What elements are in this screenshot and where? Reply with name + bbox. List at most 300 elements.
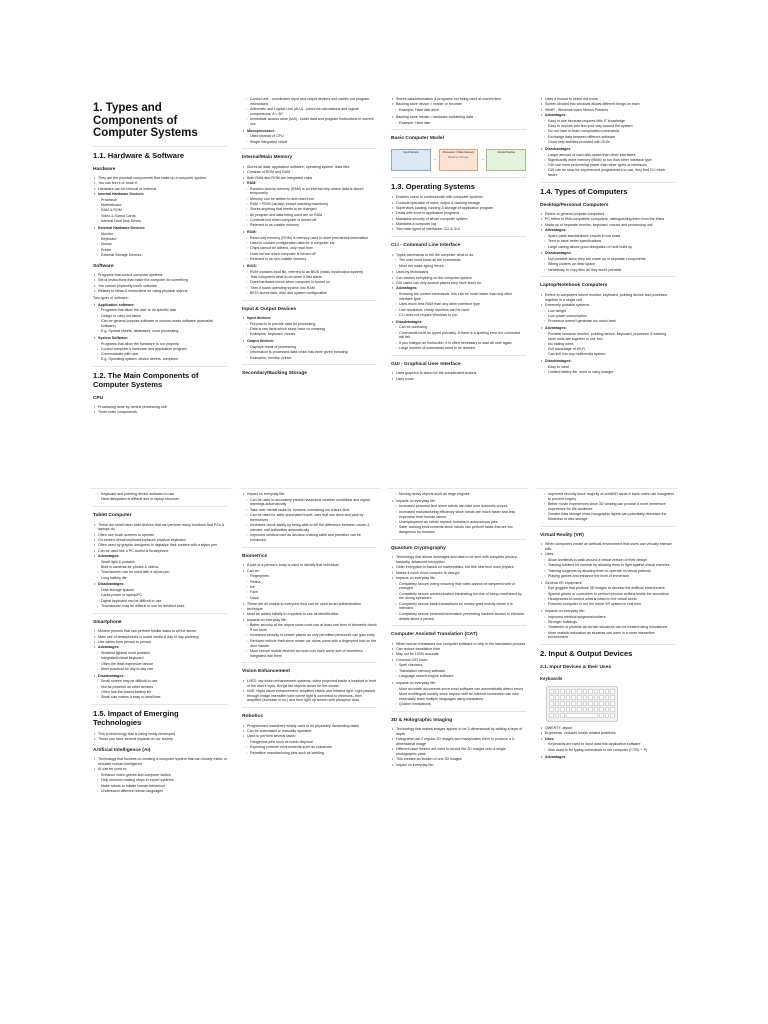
list-item: • Disadvantages: — [540, 359, 675, 364]
subheading-vr: Virtual Reality (VR) — [540, 532, 584, 538]
list-item: ◦ Can link into any multimedia system — [540, 352, 675, 357]
list-item: ◦ More realistic education as students can learn in a more interactive environment — [540, 631, 675, 640]
list-item: • Can be used like a PC and/or a Smartphone — [93, 549, 228, 554]
list-item: ◦ Completely secure bank transactions so money goes exactly where it is intended — [391, 602, 526, 611]
column-4 — [537, 94, 678, 488]
list-item: • Disadvantages: — [540, 251, 675, 256]
list-item: • General VR equipment: — [540, 581, 675, 586]
list-item: ◦ Small light & portable — [93, 560, 228, 565]
list-item: • Refers to computers where monitor, keyboard, pointing device and processor together in a single unit — [540, 293, 675, 302]
list-item: ◦ Wiring clutters up desk space — [540, 262, 675, 267]
column-2 — [239, 94, 380, 488]
list-item: ◦ Purpose is to provide data for processing — [242, 322, 377, 327]
subheading-keyboards: Keyboards — [540, 676, 563, 682]
list-item: ◦ Commands must be typed precisely. If there is a spelling error the command will fail — [391, 331, 526, 340]
list-item: • Impact on everyday life: — [242, 492, 377, 497]
subheading-io: Input & Output Devices — [242, 306, 297, 312]
list-item: • Relates to ideas & instructions for using physical objects — [93, 289, 228, 294]
list-item: ◦ GUI use more processing power than other types of interfaces — [540, 163, 675, 168]
cat-list — [391, 642, 526, 707]
list-item: • Types commands to tell the computer what to do — [391, 253, 526, 258]
list-item: ◦ Communicate with user — [93, 352, 228, 357]
list-item: ◦ Heat dissipation is difficult due to laptop structure — [93, 497, 228, 502]
list-item: • Backing store device = reader or recorder — [391, 102, 526, 107]
list-item: ◦ Translation memory software — [391, 669, 526, 674]
list-item: ◦ Increases home safety by being able to tell the difference between owner & intruder; call authorities automatically — [242, 523, 377, 532]
list-item: • Uses: — [540, 552, 675, 557]
divider — [540, 526, 675, 527]
list-item: ◦ Dangerous jobs such as bomb disposal — [242, 740, 377, 745]
divider — [391, 625, 526, 626]
list-item: ◦ Random access memory (RAM) is an internal chip where data is stored temporarily — [242, 187, 377, 196]
list-item: ◦ Training surgeons by allowing them to operate on virtual patients — [540, 569, 675, 574]
list-item: • Uses icons — [391, 377, 526, 382]
list-item: ◦ Arithmetic and Logical Unit (ALU) - performs calculations and logical comparisons: A < B? — [242, 107, 377, 116]
list-item: ◦ Do not have to learn complicated commands — [540, 129, 675, 134]
hardware-list — [93, 176, 228, 258]
list-item: • Holograms use 2 regular 2D images and manipulates them to produce a 3-dimensional image — [391, 737, 526, 746]
list-item: ◦ Design to carry out tasks — [93, 314, 228, 319]
list-item: ◦ Example: Hard disk — [391, 121, 526, 126]
list-item: • Application software: — [93, 303, 228, 308]
robotics-list-continued — [391, 492, 526, 535]
list-item: ◦ Iris — [242, 585, 377, 590]
list-item: ◦ Single integrated circuit — [242, 140, 377, 145]
list-item: ◦ Smallest lightest most portable — [93, 651, 228, 656]
list-item: ◦ Significantly more memory (RAM) to run than other interface type — [540, 158, 675, 163]
column-5 — [90, 488, 231, 878]
list-item: • Maintains a computer log — [391, 222, 526, 227]
list-item: ◦ E.g. Spread sheets, databases, word processing — [93, 329, 228, 334]
section-heading: 1.1. Hardware & Software — [93, 150, 185, 160]
list-item: • LVES: low vision enhancement systems: video projected inside a headset in front of the user's eyes. Brings the objects closer for the viewer. — [242, 679, 377, 688]
list-item: • Makes it much more complex to decrypt — [391, 571, 526, 576]
list-item: ◦ More accurate documents since most software can automatically detect errors — [391, 687, 526, 692]
list-item: ◦ Easy to steal — [540, 365, 675, 370]
divider — [540, 644, 675, 645]
section-heading: 1.3. Operating Systems — [391, 181, 475, 191]
list-item: • This creates an illusion of one 3D images — [391, 757, 526, 762]
list-item: ◦ Keyboard and pointing device awkward to use — [93, 492, 228, 497]
list-item: ◦ Easy to explore and find your way around the system — [540, 124, 675, 129]
list-item: • Uses graphics to stand for the complicated actions — [391, 371, 526, 376]
diagram-output-box: Output Device — [486, 149, 526, 171]
list-item: ◦ Understand different human languages — [93, 789, 228, 794]
list-item: ◦ Spare parts standardized: results in low costs — [540, 234, 675, 239]
diagram-process-label: Processor / Main Memory — [442, 149, 475, 154]
list-item: ◦ Built in cameras for photos & videos — [93, 565, 228, 570]
system-software-list — [93, 342, 228, 363]
list-item: • Maintains security of whole computer system — [391, 217, 526, 222]
subheading-input-devices: 2.1. Input Devices & their Uses — [540, 664, 612, 670]
column-7 — [388, 488, 529, 878]
divider — [242, 707, 377, 708]
ai-impact-list — [242, 492, 377, 543]
list-item: ◦ Processor doesn't generate too much heat — [540, 319, 675, 324]
list-item: • Disadvantages: — [93, 674, 228, 679]
list-item: ◦ Completely secure voting ensuring that votes cannot be tampered with or changed — [391, 582, 526, 591]
main-title: 1. Types and Components of Computer Systems — [93, 102, 198, 140]
list-item: ◦ Stores anything that needs to be changed — [242, 207, 377, 212]
list-item: ◦ Chips cannot be altered, only read from — [242, 246, 377, 251]
list-item: ◦ Memory can be written to and read from — [242, 197, 377, 202]
subheading-gui: GUI - Graphical User Interface — [391, 361, 461, 367]
list-item: ◦ Language search-engine software — [391, 674, 526, 679]
list-item: • Advantages — [540, 755, 675, 760]
list-item: ◦ Special gloves or controllers to perform precise actions inside the simulation — [540, 592, 675, 597]
list-item: ◦ Often has the lowest battery life — [93, 690, 228, 695]
keyboard-list — [540, 726, 675, 759]
desktop-list — [540, 212, 675, 272]
smartphone-list — [93, 629, 228, 700]
list-item: ◦ Necessary to copy files as they aren't portable — [540, 268, 675, 273]
list-item: • Older encryption is based on mathematics, but this new tech uses physics — [391, 565, 526, 570]
list-item: ◦ Completely secure communication eliminating the risk of being read/heard by the wrong eyes/ears — [391, 592, 526, 601]
list-item: ◦ Voice — [242, 596, 377, 601]
software-types-label: Two types of software: — [93, 295, 129, 300]
list-item: ◦ Referred to as volatile memory — [242, 223, 377, 228]
list-item: ◦ Data is raw facts which alone have no meaning — [242, 327, 377, 332]
divider — [391, 236, 526, 237]
holographic-impacts-list — [540, 492, 675, 522]
list-item: • Two main types of interfaces: CLI & GUI — [391, 227, 526, 232]
storage-list — [391, 97, 526, 125]
list-item: ◦ Processor — [93, 198, 228, 203]
ram-list — [242, 187, 377, 228]
list-item: ◦ Spell checkers — [391, 663, 526, 668]
list-item: ◦ Moving heavy objects such as large engines — [391, 492, 526, 497]
list-item: ◦ Uses much less RAM than any other interface type — [391, 302, 526, 307]
list-item: • Consists of ROM and RAM — [242, 170, 377, 175]
list-item: ◦ Data not lost when computer is turned off — [242, 252, 377, 257]
list-item: • Advantages: — [93, 645, 228, 650]
list-item: • Main use of smartphones is social media & day to day planning — [93, 635, 228, 640]
list-item: ◦ Make robots to imitate human behaviour — [93, 784, 228, 789]
list-item: • Backing store media = hardware containing data — [391, 115, 526, 120]
list-item: ◦ Low weight — [540, 309, 675, 314]
subheading-cat: Computer Assisted Translation (CAT) — [391, 632, 478, 638]
list-item: ◦ Headphones to control what is heard in the virtual world — [540, 597, 675, 602]
divider — [242, 148, 377, 149]
list-item: • Used by technicians — [391, 270, 526, 275]
list-item: • Advantages: — [540, 326, 675, 331]
divider — [540, 182, 675, 183]
list-item: ◦ Increased personal time since robots can take over domestic chores — [391, 504, 526, 509]
list-item: ◦ Not as powerful as other devices — [93, 685, 228, 690]
divider — [93, 506, 228, 507]
list-item: ◦ Better movie experiences since 3D viewing can provide a more immersive experience for the audience — [540, 502, 675, 511]
list-item: ◦ Portable because monitor, pointing device, keyboard, processor & backing store units are together in one box — [540, 332, 675, 341]
list-item: ◦ Unemployment as robots replace humans in autonomous jobs — [391, 520, 526, 525]
list-item: ◦ All program and data being used are on RAM — [242, 213, 377, 218]
list-item: ◦ Increased manufacturing efficiency since robots are much faster and less expensive than human labour — [391, 510, 526, 519]
list-item: • Use varies from person to person — [93, 640, 228, 645]
list-item: ◦ Integrated/virtual keyboard — [93, 656, 228, 661]
list-item: ◦ Eye goggles that produce 3D images to develop the artificial environment — [540, 586, 675, 591]
cpu-components-list — [242, 97, 377, 144]
list-item: ◦ Better security at the airport since most use at least one form of biometric check if not more — [242, 623, 377, 632]
list-item: ◦ Improved medical surgeons/soldiers — [540, 615, 675, 620]
list-item: ◦ Help decision making steps in expert systems — [93, 778, 228, 783]
list-item: • Input devices: — [242, 316, 377, 321]
list-item: ◦ Must not make typing errors — [391, 264, 526, 269]
subheading-desktop: Desktop/Personal Computers — [540, 202, 609, 208]
list-item: ◦ Fingerprints — [242, 574, 377, 579]
list-item: • Set of instructions that make the computer do something — [93, 278, 228, 283]
software-list — [93, 273, 228, 294]
divider — [93, 366, 228, 367]
list-item: • GUI users can only access places they have icons for — [391, 281, 526, 286]
subheading-laptop: Laptop/Notebook Computers — [540, 283, 608, 289]
list-item: • Ergonomic- reduces health related problems — [540, 731, 675, 736]
list-item: • On-screen virtual keyboard replaces physical keyboard — [93, 538, 228, 543]
list-item: • This is technology that is being newly developed — [93, 732, 228, 737]
cli-list — [391, 253, 526, 351]
list-item: ◦ BIOS stores date, time and system configuration — [242, 291, 377, 296]
list-item: ◦ Video & Sound Cards — [93, 214, 228, 219]
list-item: • Technology that allows messages and data to be sent with complete privacy; basically, advanced encryption — [391, 555, 526, 564]
divider — [242, 662, 377, 663]
list-item: • Can access everything on the computer system — [391, 276, 526, 281]
list-item: ◦ Programs that allow the user to do specific task — [93, 308, 228, 313]
list-item: • Screen divided into windows allows different things on each — [540, 102, 675, 107]
list-item: • Stores all data: application software, operating system, data files — [242, 165, 377, 170]
list-item: ◦ More practical for day to day use — [93, 667, 228, 672]
list-item: ◦ Reduced vehicle theft since newer car doors come with a fingerprint lock on the door handle — [242, 639, 377, 648]
list-item: ◦ Read only memory (ROM) is memory used to store permanent information — [242, 236, 377, 241]
subheading-quantum: Quantum Cryptography — [391, 545, 446, 551]
list-item: ◦ Easy to use because requires little IT knowledge — [540, 119, 675, 124]
list-item: ◦ Can be used for safer automated travel; cars that can drive and park by themselves — [242, 513, 377, 522]
list-item: • These are all unique to everyone thus can be used as an authentication technique — [242, 602, 377, 611]
list-item: ◦ Low power consumption — [540, 314, 675, 319]
list-item: ◦ Referred to as non-volatile memory — [242, 257, 377, 262]
list-item: • Microprocessor: — [242, 129, 377, 134]
list-item: • ROM: — [242, 230, 377, 235]
section-heading: 2. Input & Output Devices — [540, 649, 633, 659]
list-item: • Deals with error in application programs — [391, 211, 526, 216]
list-item: • They are the physical components that make up a computer system — [93, 176, 228, 181]
list-item: ◦ Larger amount of hard disk space than other interfaces — [540, 153, 675, 158]
list-item: • Impacts on everyday life: — [391, 681, 526, 686]
divider — [93, 146, 228, 147]
list-item: ◦ Safer working environments since robots can perform tasks that are too dangerous for humans — [391, 525, 526, 534]
list-item: ◦ Repetitive manufacturing jobs such as welding — [242, 751, 377, 756]
list-item: ◦ Exchange data between different software — [540, 135, 675, 140]
list-item: ◦ Increased security in certain places as only permitted personnel can gain entry — [242, 633, 377, 638]
list-item: ◦ Knowing the correct commands, this can be much faster than any other interface type — [391, 292, 526, 301]
cpu-list — [93, 405, 228, 415]
list-item: • Disadvantages — [540, 147, 675, 152]
list-item: ◦ Face — [242, 590, 377, 595]
list-item: ◦ Printer — [93, 248, 228, 253]
list-item: ◦ Small size makes it easy to steal/lose — [93, 695, 228, 700]
emerging-list — [93, 732, 228, 742]
column-8 — [537, 488, 678, 878]
list-item: • External Hardware Devices: — [93, 226, 228, 231]
list-item: ◦ Examples: monitor, printer — [242, 356, 377, 361]
list-item: • Refers to general purpose computers — [540, 212, 675, 217]
list-item: • Both RAM and ROM are integrated chips — [242, 176, 377, 181]
list-item: • Disadvantages: — [391, 320, 526, 325]
list-item: ◦ Treatment of phobias as certain situations can be treated using simulations — [540, 625, 675, 630]
list-item: ◦ Powerful computer to run the entire VR system in real time — [540, 602, 675, 607]
list-item: ◦ Immediate access store (IAS) - holds data and program instructions in current use — [242, 117, 377, 126]
list-item: ◦ Tend to have better specifications — [540, 239, 675, 244]
subheading-model: Basic Computer Model — [391, 136, 444, 142]
application-software-list — [93, 308, 228, 333]
list-item: • When computers create an artificial environment that users can virtually interact with — [540, 542, 675, 551]
list-item: • These can have several impacts on our society — [93, 737, 228, 742]
robotics-list — [242, 724, 377, 756]
list-item: • Can reduce translation time — [391, 647, 526, 652]
subheading-ai: Artificial Intelligence (AI) — [93, 747, 151, 753]
io-list — [242, 316, 377, 360]
divider — [391, 129, 526, 130]
list-item: ◦ Low resolution, cheap monitors can be used — [391, 308, 526, 313]
biometrics-list — [242, 563, 377, 658]
list-item: • AI can be used to: — [93, 767, 228, 772]
list-item: ◦ Touchscreen may be difficult to use for detailed work — [93, 604, 228, 609]
page-row-bottom — [90, 488, 678, 878]
list-item: • Supervises loading, running & storage of application program — [391, 206, 526, 211]
list-item: ◦ Touchscreen can be used with a stylus pen — [93, 570, 228, 575]
list-item: ◦ Training soldiers for combat by allowing them to fight against virtual enemies — [540, 563, 675, 568]
gui-list-continued — [540, 97, 675, 178]
list-item: ◦ RAM > ROM (usually; except washing machines) — [242, 202, 377, 207]
list-item: • RAM: — [242, 181, 377, 186]
list-item: ◦ Examples: keyboard, mouse — [242, 332, 377, 337]
diagram-process-box — [439, 149, 479, 171]
list-item: ◦ Less storage spaces — [93, 588, 228, 593]
list-item: ◦ Also used to for typing commands to the computer (CTRL + P) — [540, 748, 675, 753]
vr-list — [540, 542, 675, 640]
list-item: ◦ Limited battery life, need to carry charger — [540, 370, 675, 375]
subheading-smartphone: Smartphone — [93, 619, 122, 625]
list-item: ◦ GUI can be slow for experienced programmers to use, they find CLI much faster — [540, 168, 675, 177]
list-item: ◦ Example: Hard disk drive — [391, 108, 526, 113]
list-item: • Technology that makes images appear to be 3-dimensional by adding a layer of depth — [391, 727, 526, 736]
list-item: ◦ Greater data storage since holographic layers can potentially decrease the thickness of disc storage — [540, 512, 675, 521]
list-item: ◦ If you mistype an instruction, it is often necessary to start all over again — [391, 341, 526, 346]
list-item: • Modern phones that can perform similar tasks to all the above — [93, 629, 228, 634]
subheading-cli: CLI - Command Line Interface — [391, 243, 461, 249]
list-item: ◦ Can be general purpose software or custom-made software (specialist software) — [93, 319, 228, 328]
divider — [540, 276, 675, 277]
list-item: • BIOS: — [242, 264, 377, 269]
list-item: ◦ More secure mobile devices as most now have some sort of biometrics integrated into them — [242, 649, 377, 658]
diagram-input-box: Input Device — [391, 149, 431, 171]
list-item: • Internal Hardware Devices: — [93, 192, 228, 197]
divider — [391, 711, 526, 712]
list-item: • Advantages: — [540, 228, 675, 233]
divider — [93, 704, 228, 705]
list-item: • Can be automated or manually operated — [242, 729, 377, 734]
list-item: • Advantages — [540, 113, 675, 118]
list-item: • Used to perform several tasks: — [242, 734, 377, 739]
list-item: • Impact on everyday life: — [391, 763, 526, 768]
list-item: ◦ Not portable since they are made up of separate components — [540, 257, 675, 262]
list-item: • Hardware can be internal or external — [93, 187, 228, 192]
list-item: ◦ Lacks power of laptop/PC — [93, 593, 228, 598]
list-item: ◦ Contents lost when computer is turned off — [242, 218, 377, 223]
list-item: ◦ More multilingual society since anyone with an Internet connection can now essentially learn multiple languages using translators — [391, 692, 526, 701]
list-item: ◦ Control unit - coordinates input and output devices and carries out program instructions — [242, 97, 377, 106]
list-item: • Impacts on everyday life: — [391, 499, 526, 504]
list-item: ◦ Does hardware check when computer is turned on — [242, 280, 377, 285]
gui-list — [391, 371, 526, 381]
subheading-robotics: Robotics — [242, 714, 263, 720]
subheading-memory: Internal/Main Memory — [242, 155, 293, 161]
list-item: ◦ Digital keyboard can be difficult to use — [93, 599, 228, 604]
list-item: • Advantages: — [93, 554, 228, 559]
subheading-vision: Vision Enhancement — [242, 669, 291, 675]
tablet-list — [93, 523, 228, 609]
os-list — [391, 195, 526, 232]
subheading-software: Software — [93, 263, 114, 269]
list-item: ◦ No trailing wires — [540, 342, 675, 347]
list-item: ◦ Quicker translations — [391, 702, 526, 707]
list-item: • Disadvantages: — [93, 582, 228, 587]
list-item: ◦ External Storage Devices — [93, 253, 228, 258]
list-item: • Advantages: — [391, 286, 526, 291]
list-item: ◦ Take over menial tasks for humans; increasing our leisure time — [242, 508, 377, 513]
section-heading: 1.4. Types of Computers — [540, 186, 628, 196]
subheading-tablet: Tablet Computer — [93, 513, 132, 519]
list-item: ◦ Programs that allow the hardware to run properly — [93, 342, 228, 347]
subheading-storage: Secondary/Backing Storage — [242, 371, 307, 377]
list-item: ◦ Control computer's hardware and application program — [93, 347, 228, 352]
divider — [391, 355, 526, 356]
list-item: • PC refers to IBM compatible computers, distinguishing them from the Macs — [540, 217, 675, 222]
list-item: • Three main components: — [93, 410, 228, 415]
laptop-list-continued — [93, 492, 228, 502]
list-item: • WIMP - Windows Icons Menus Pointers — [540, 108, 675, 113]
vision-list — [242, 679, 377, 703]
divider — [242, 547, 377, 548]
list-item: ◦ Monitor — [93, 232, 228, 237]
software-types-list — [93, 303, 228, 363]
list-item: • Output devices: — [242, 339, 377, 344]
divider — [391, 539, 526, 540]
page-row-top — [90, 94, 678, 488]
list-item: ◦ Information is processed data which has been given meaning — [242, 350, 377, 355]
list-item: ◦ Displays result of processing — [242, 345, 377, 350]
list-item: ◦ Stronger buildings — [540, 620, 675, 625]
list-item: • Impacts on everyday life: — [540, 609, 675, 614]
list-item: ◦ The user must know all the commands — [391, 258, 526, 263]
list-item: ◦ Often the least expensive device — [93, 662, 228, 667]
list-item: • Uses a mouse to select the icons — [540, 97, 675, 102]
list-item: ◦ ROM contains boot file, referred to as BIOS (basic input/output system) — [242, 270, 377, 275]
divider — [242, 364, 377, 365]
list-item: ◦ Small screen may be difficult to use — [93, 679, 228, 684]
computer-model-diagram — [391, 147, 526, 173]
subheading-hardware: Hardware — [93, 166, 116, 172]
list-item: ◦ Allow architects to walk around a virtual version of their design — [540, 558, 675, 563]
list-item: • Programs that control computer systems — [93, 273, 228, 278]
list-item: • Controls operation of input, output & backing storage — [391, 201, 526, 206]
divider — [391, 177, 526, 178]
list-item: • Impacts on everyday life: — [391, 576, 526, 581]
list-item: ◦ Keyboards are used to input data into application software — [540, 742, 675, 747]
section-heading: 1.2. The Main Components of Computer Systems — [93, 371, 199, 389]
list-item: • Programmed machinery widely used to do physically demanding tasks — [242, 724, 377, 729]
holographic-list — [391, 727, 526, 767]
list-item: ◦ Mouse — [93, 242, 228, 247]
divider — [93, 613, 228, 614]
list-item: ◦ Improved security since majority of credit/ID cards & bank notes use holograms to prevent forgery — [540, 492, 675, 501]
